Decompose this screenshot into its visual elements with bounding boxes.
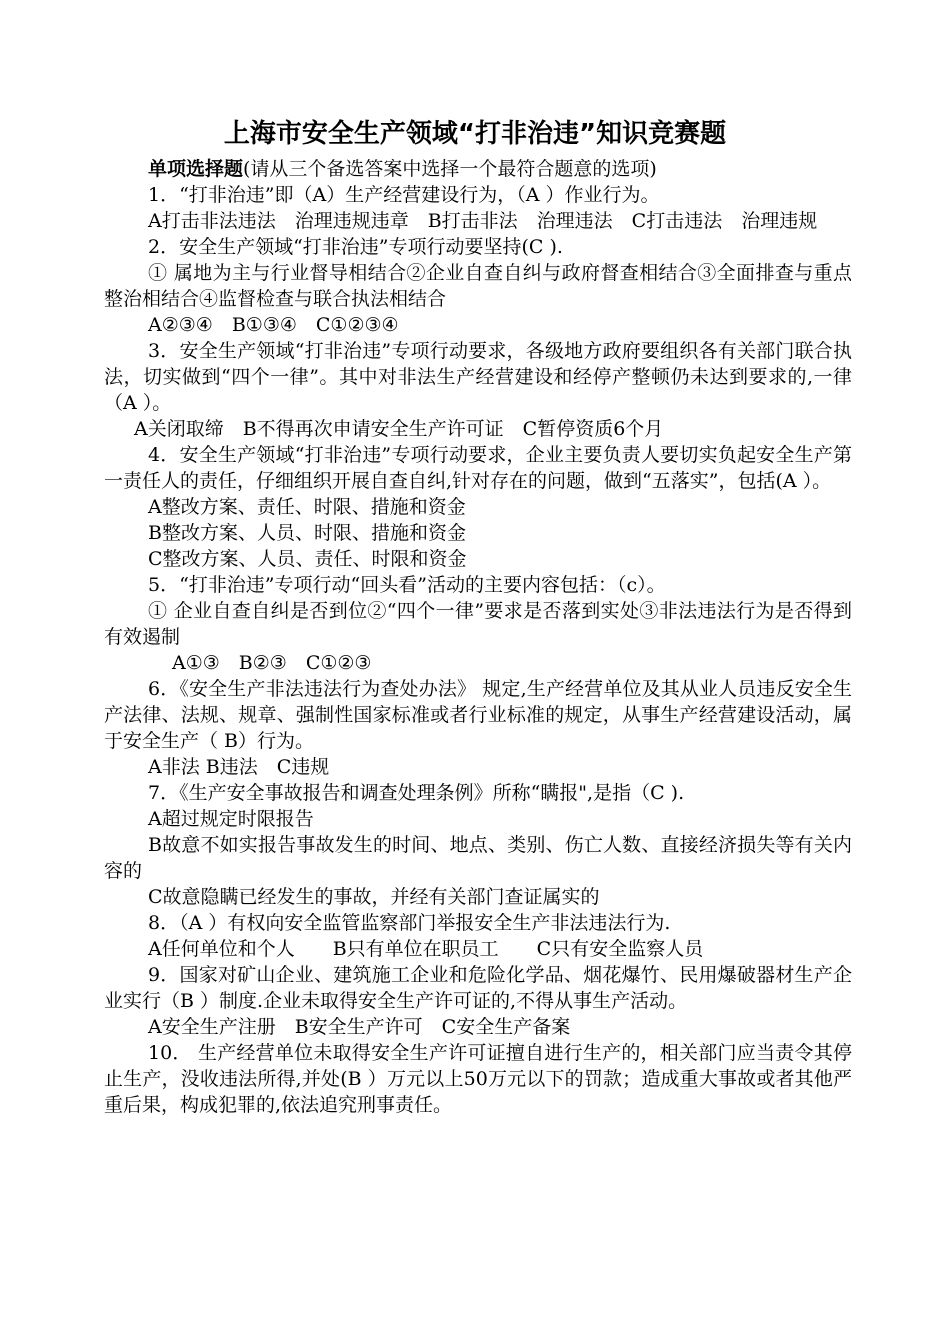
section-heading: 单项选择题 bbox=[148, 158, 244, 180]
question-3-options: A关闭取缔 B不得再次申请安全生产许可证 C暂停资质6个月 bbox=[134, 418, 664, 440]
question-1-options: A打击非法违法 治理违规违章 B打击非法 治理违法 C打击违法 治理违规 bbox=[148, 210, 818, 232]
question-7: 7．《生产安全事故报告和调查处理条例》所称“瞒报",是指（C ). bbox=[148, 782, 685, 804]
question-2-items: ① 属地为主与行业督导相结合②企业自查自纠与政府督查相结合③全面排查与重点整治相结合④监督检查与联合执法相结合 bbox=[104, 262, 852, 310]
question-4-option-c: C整改方案、人员、责任、时限和资金 bbox=[148, 548, 467, 570]
question-4-option-a: A整改方案、责任、时限、措施和资金 bbox=[148, 496, 466, 518]
question-list bbox=[104, 156, 852, 1118]
question-8-options: A任何单位和个人 B只有单位在职员工 C只有安全监察人员 bbox=[148, 938, 704, 960]
question-7-option-c: C故意隐瞒已经发生的事故，并经有关部门查证属实的 bbox=[148, 886, 600, 908]
question-10: 10． 生产经营单位未取得安全生产许可证擅自进行生产的，相关部门应当责令其停止生产，没收违法所得,并处(B ）万元以上50万元以下的罚款；造成重大事故或者其他严重后果，构成犯罪的,依法追究刑事责任。 bbox=[104, 1042, 852, 1116]
section-heading-line bbox=[104, 156, 852, 182]
question-8: 8．（A ）有权向安全监管监察部门举报安全生产非法违法行为. bbox=[148, 912, 671, 934]
question-2: 2．安全生产领域“打非治违”专项行动要坚持(C ). bbox=[148, 236, 563, 258]
question-7-option-b: B故意不如实报告事故发生的时间、地点、类别、伤亡人数、直接经济损失等有关内容的 bbox=[104, 834, 852, 882]
question-4: 4．安全生产领域“打非治违”专项行动要求，企业主要负责人要切实负起安全生产第一责任人的责任，仔细组织开展自查自纠,针对存在的问题，做到“五落实”，包括(A ）。 bbox=[104, 444, 852, 492]
question-5-options: A①③ B②③ C①②③ bbox=[172, 652, 372, 674]
question-9: 9．国家对矿山企业、建筑施工企业和危险化学品、烟花爆竹、民用爆破器材生产企业实行（B ）制度.企业未取得安全生产许可证的,不得从事生产活动。 bbox=[104, 964, 852, 1012]
document-title: 上海市安全生产领域“打非治违”知识竞赛题 bbox=[223, 119, 727, 149]
question-5: 5．“打非治违”专项行动“回头看”活动的主要内容包括：（c）。 bbox=[148, 574, 666, 596]
question-6-options: A非法 B违法 C违规 bbox=[148, 756, 330, 778]
question-3: 3．安全生产领域“打非治违”专项行动要求，各级地方政府要组织各有关部门联合执法，切实做到“四个一律”。其中对非法生产经营建设和经停产整顿仍未达到要求的,一律（A ）。 bbox=[104, 340, 852, 414]
question-9-options: A安全生产注册 B安全生产许可 C安全生产备案 bbox=[148, 1016, 571, 1038]
question-2-options: A②③④ B①③④ C①②③④ bbox=[148, 314, 399, 336]
question-6: 6．《安全生产非法违法行为查处办法》 规定,生产经营单位及其从业人员违反安全生产法律、法规、规章、强制性国家标准或者行业标准的规定，从事生产经营建设活动，属于安全生产（ B）行为。 bbox=[104, 678, 852, 752]
question-1: 1．“打非治违”即（A）生产经营建设行为，（A ）作业行为。 bbox=[148, 184, 660, 206]
question-5-items: ① 企业自查自纠是否到位②“四个一律”要求是否落到实处③非法违法行为是否得到有效遏制 bbox=[104, 600, 852, 648]
question-4-option-b: B整改方案、人员、时限、措施和资金 bbox=[148, 522, 466, 544]
section-instruction: (请从三个备选答案中选择一个最符合题意的选项) bbox=[243, 158, 657, 180]
question-7-option-a: A超过规定时限报告 bbox=[148, 808, 314, 830]
